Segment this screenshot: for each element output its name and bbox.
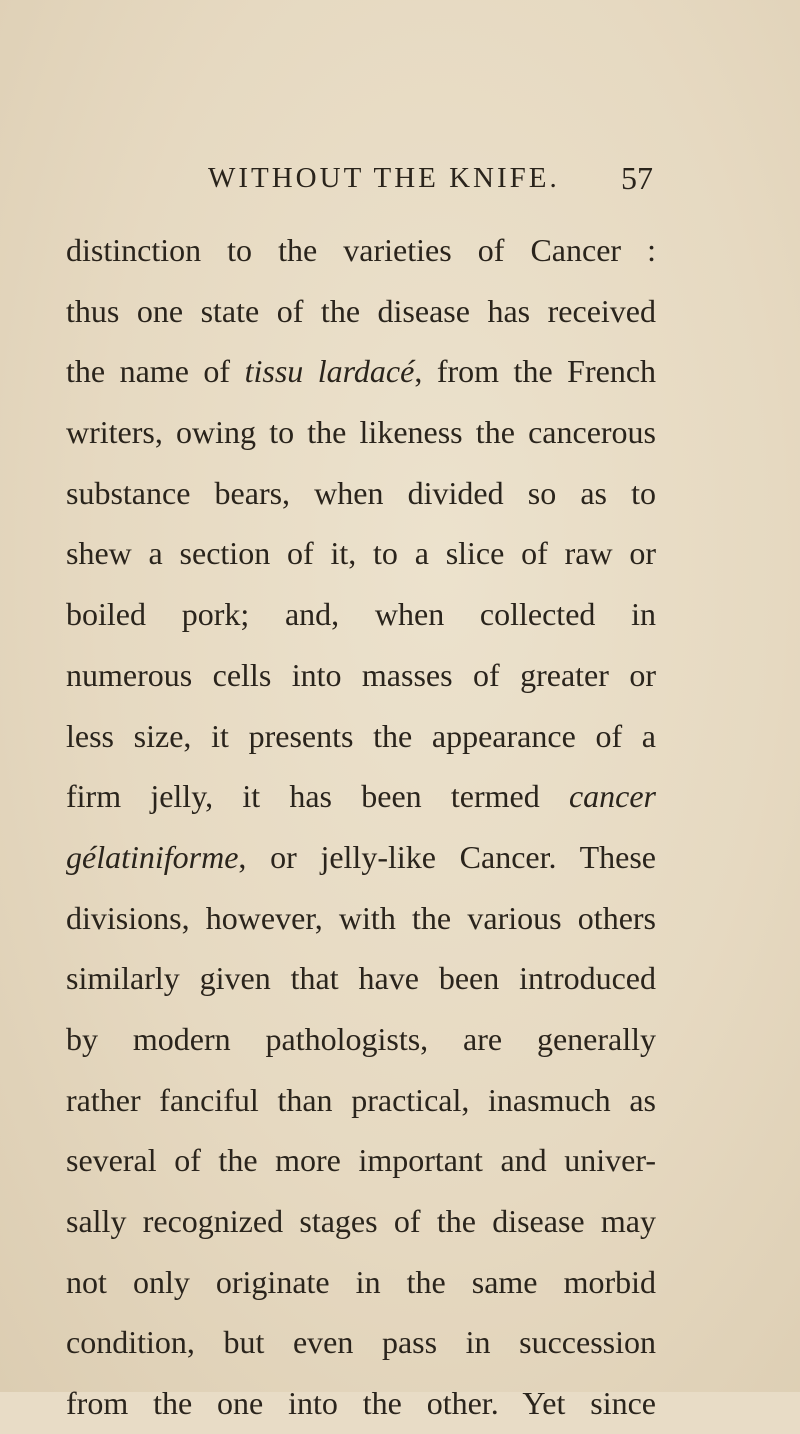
text-line xyxy=(66,220,656,281)
text-segment: similarly given that have been introduced xyxy=(66,960,656,997)
text-segment: the name of xyxy=(66,353,245,390)
text-segment: substance bears, when divided so as to xyxy=(66,474,656,511)
text-segment: firm jelly, it has been termed xyxy=(66,778,569,815)
text-line xyxy=(66,645,656,706)
text-line xyxy=(66,1312,656,1373)
text-segment: several of the more important and univer- xyxy=(66,1142,656,1179)
text-line xyxy=(66,827,656,888)
text-segment: thus one state of the disease has received xyxy=(66,292,656,329)
text-segment: from the one into the other. Yet since xyxy=(66,1385,656,1422)
page-number: 57 xyxy=(621,159,653,196)
text-segment: writers, owing to the likeness the cancerous xyxy=(66,414,656,451)
text-segment: less size, it presents the appearance of a xyxy=(66,717,656,754)
text-segment: , from the French xyxy=(414,353,657,390)
text-segment: divisions, however, with the various others xyxy=(66,899,656,936)
text-line xyxy=(66,766,656,827)
text-line xyxy=(66,948,656,1009)
text-segment: , or jelly-like Cancer. These xyxy=(238,838,656,875)
text-segment: numerous cells into masses of greater or xyxy=(66,656,656,693)
text-line xyxy=(66,1009,656,1070)
text-line xyxy=(66,281,656,342)
text-line xyxy=(66,1252,656,1313)
text-segment: distinction to the varieties of Cancer : xyxy=(66,232,656,268)
text-segment: condition, but even pass in succession xyxy=(66,1324,656,1361)
text-segment: rather fanciful than practical, inasmuch as xyxy=(66,1081,656,1118)
text-line xyxy=(66,1191,656,1252)
running-head xyxy=(208,158,653,198)
text-segment: sally recognized stages of the disease may xyxy=(66,1203,656,1239)
text-line xyxy=(66,523,656,584)
text-line xyxy=(66,1373,656,1434)
text-line xyxy=(66,584,656,645)
text-line xyxy=(66,341,656,402)
text-line xyxy=(66,1130,656,1191)
text-segment: not only originate in the same morbid xyxy=(66,1263,656,1300)
text-line xyxy=(66,706,656,767)
text-line xyxy=(66,888,656,949)
italic-text: cancer xyxy=(568,778,656,815)
text-segment: boiled pork; and, when collected in xyxy=(66,596,656,633)
text-segment: by modern pathologists, are generally xyxy=(66,1020,656,1057)
text-line xyxy=(66,1070,656,1131)
body-text xyxy=(66,220,656,1434)
italic-text: tissu lardacé xyxy=(244,353,415,390)
text-segment: shew a section of it, to a slice of raw or xyxy=(66,535,656,572)
text-line xyxy=(66,463,656,524)
text-line xyxy=(66,402,656,463)
running-title: WITHOUT THE KNIFE. xyxy=(208,161,560,194)
italic-text: gélatiniforme xyxy=(66,838,239,875)
